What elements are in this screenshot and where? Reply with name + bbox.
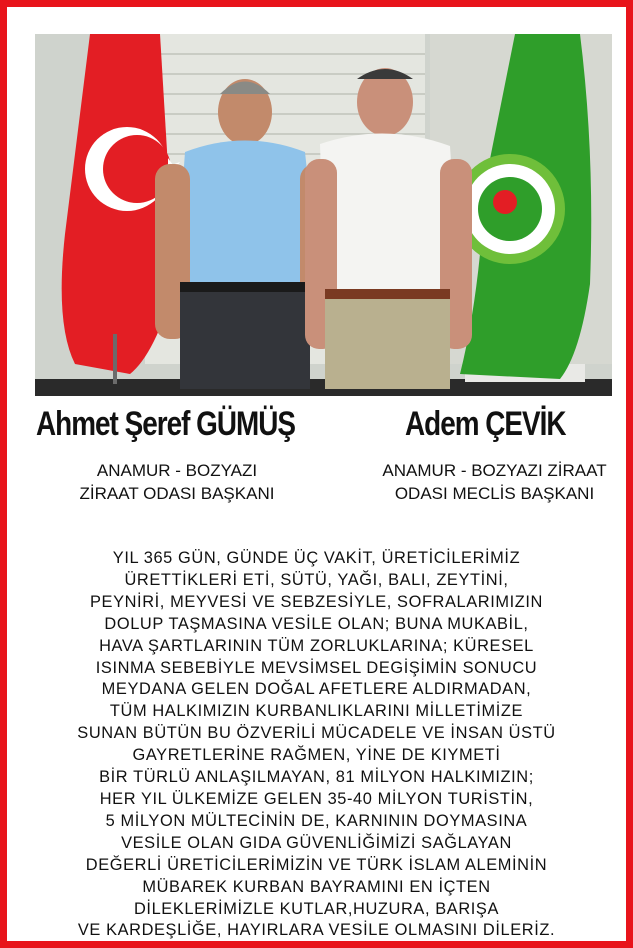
person-right-title-line1: ANAMUR - BOZYAZI ZİRAAT (382, 461, 607, 480)
portrait-photo (35, 34, 612, 396)
message-line: HER YIL ÜLKEMİZE GELEN 35-40 MİLYON TURİSTİN, (99, 789, 534, 808)
message-line: DOLUP TAŞMASINA VESİLE OLAN; BUNA MUKABİL, (104, 614, 529, 633)
two-men-standing-with-flags-photo (35, 34, 612, 396)
message-line: 5 MİLYON MÜLTECİNİN DE, KARNININ DOYMASINA (105, 811, 528, 830)
holiday-message (31, 548, 602, 942)
message-line: VE KARDEŞLİĞE, HAYIRLARA VESİLE OLMASINI DİLERİZ. (77, 921, 556, 940)
names-row (14, 405, 619, 455)
message-line: BİR TÜRLÜ ANLAŞILMAYAN, 81 MİLYON HALKIMIZIN; (99, 768, 534, 787)
message-line: SUNAN BÜTÜN BU ÖZVERİLİ MÜCADELE VE İNSAN ÜSTÜ (77, 724, 556, 743)
message-line: MEYDANA GELEN DOĞAL AFETLERE ALDIRMADAN, (101, 680, 532, 699)
person-right-title (357, 459, 632, 505)
person-left-title-line2: ZİRAAT ODASI BAŞKANI (79, 484, 275, 503)
message-line: ISINMA SEBEBİYLE MEVSİMSEL DEGİŞİMİN SONUCU (95, 658, 538, 677)
message-line: HAVA ŞARTLARININ TÜM ZORLUKLARINA; KÜRESEL (99, 636, 534, 655)
message-line: YIL 365 GÜN, GÜNDE ÜÇ VAKİT, ÜRETİCİLERİMİZ (112, 549, 521, 567)
message-line: GAYRETLERİNE RAĞMEN, YİNE DE KIYMETİ (132, 746, 501, 765)
person-right-title-line2: ODASI MECLİS BAŞKANI (394, 484, 595, 503)
message-line: DİLEKLERİMİZLE KUTLAR,HUZURA, BARIŞA (134, 899, 499, 918)
message-line: MÜBAREK KURBAN BAYRAMINI EN İÇTEN (142, 877, 491, 896)
person-right-name: Adem ÇEVİK (405, 405, 566, 443)
message-line: DEĞERLİ ÜRETİCİLERİMİZİN VE TÜRK İSLAM ALEMİNİN (85, 855, 548, 874)
message-line: VESİLE OLAN GIDA GÜVENLİĞİMİZİ SAĞLAYAN (121, 833, 512, 852)
person-left-title (27, 459, 327, 505)
message-line: PEYNİRİ, MEYVESİ VE SEBZESİYLE, SOFRALARIMIZIN (90, 592, 543, 611)
message-line: TÜM HALKIMIZIN KURBANLIKLARINI MİLLETİMİZE (109, 702, 524, 721)
person-left-title-line1: ANAMUR - BOZYAZI (96, 461, 258, 480)
message-line: ÜRETTİKLERİ ETİ, SÜTÜ, YAĞI, BALI, ZEYTİNİ, (124, 570, 509, 589)
person-left-name: Ahmet Şeref GÜMÜŞ (36, 405, 296, 443)
